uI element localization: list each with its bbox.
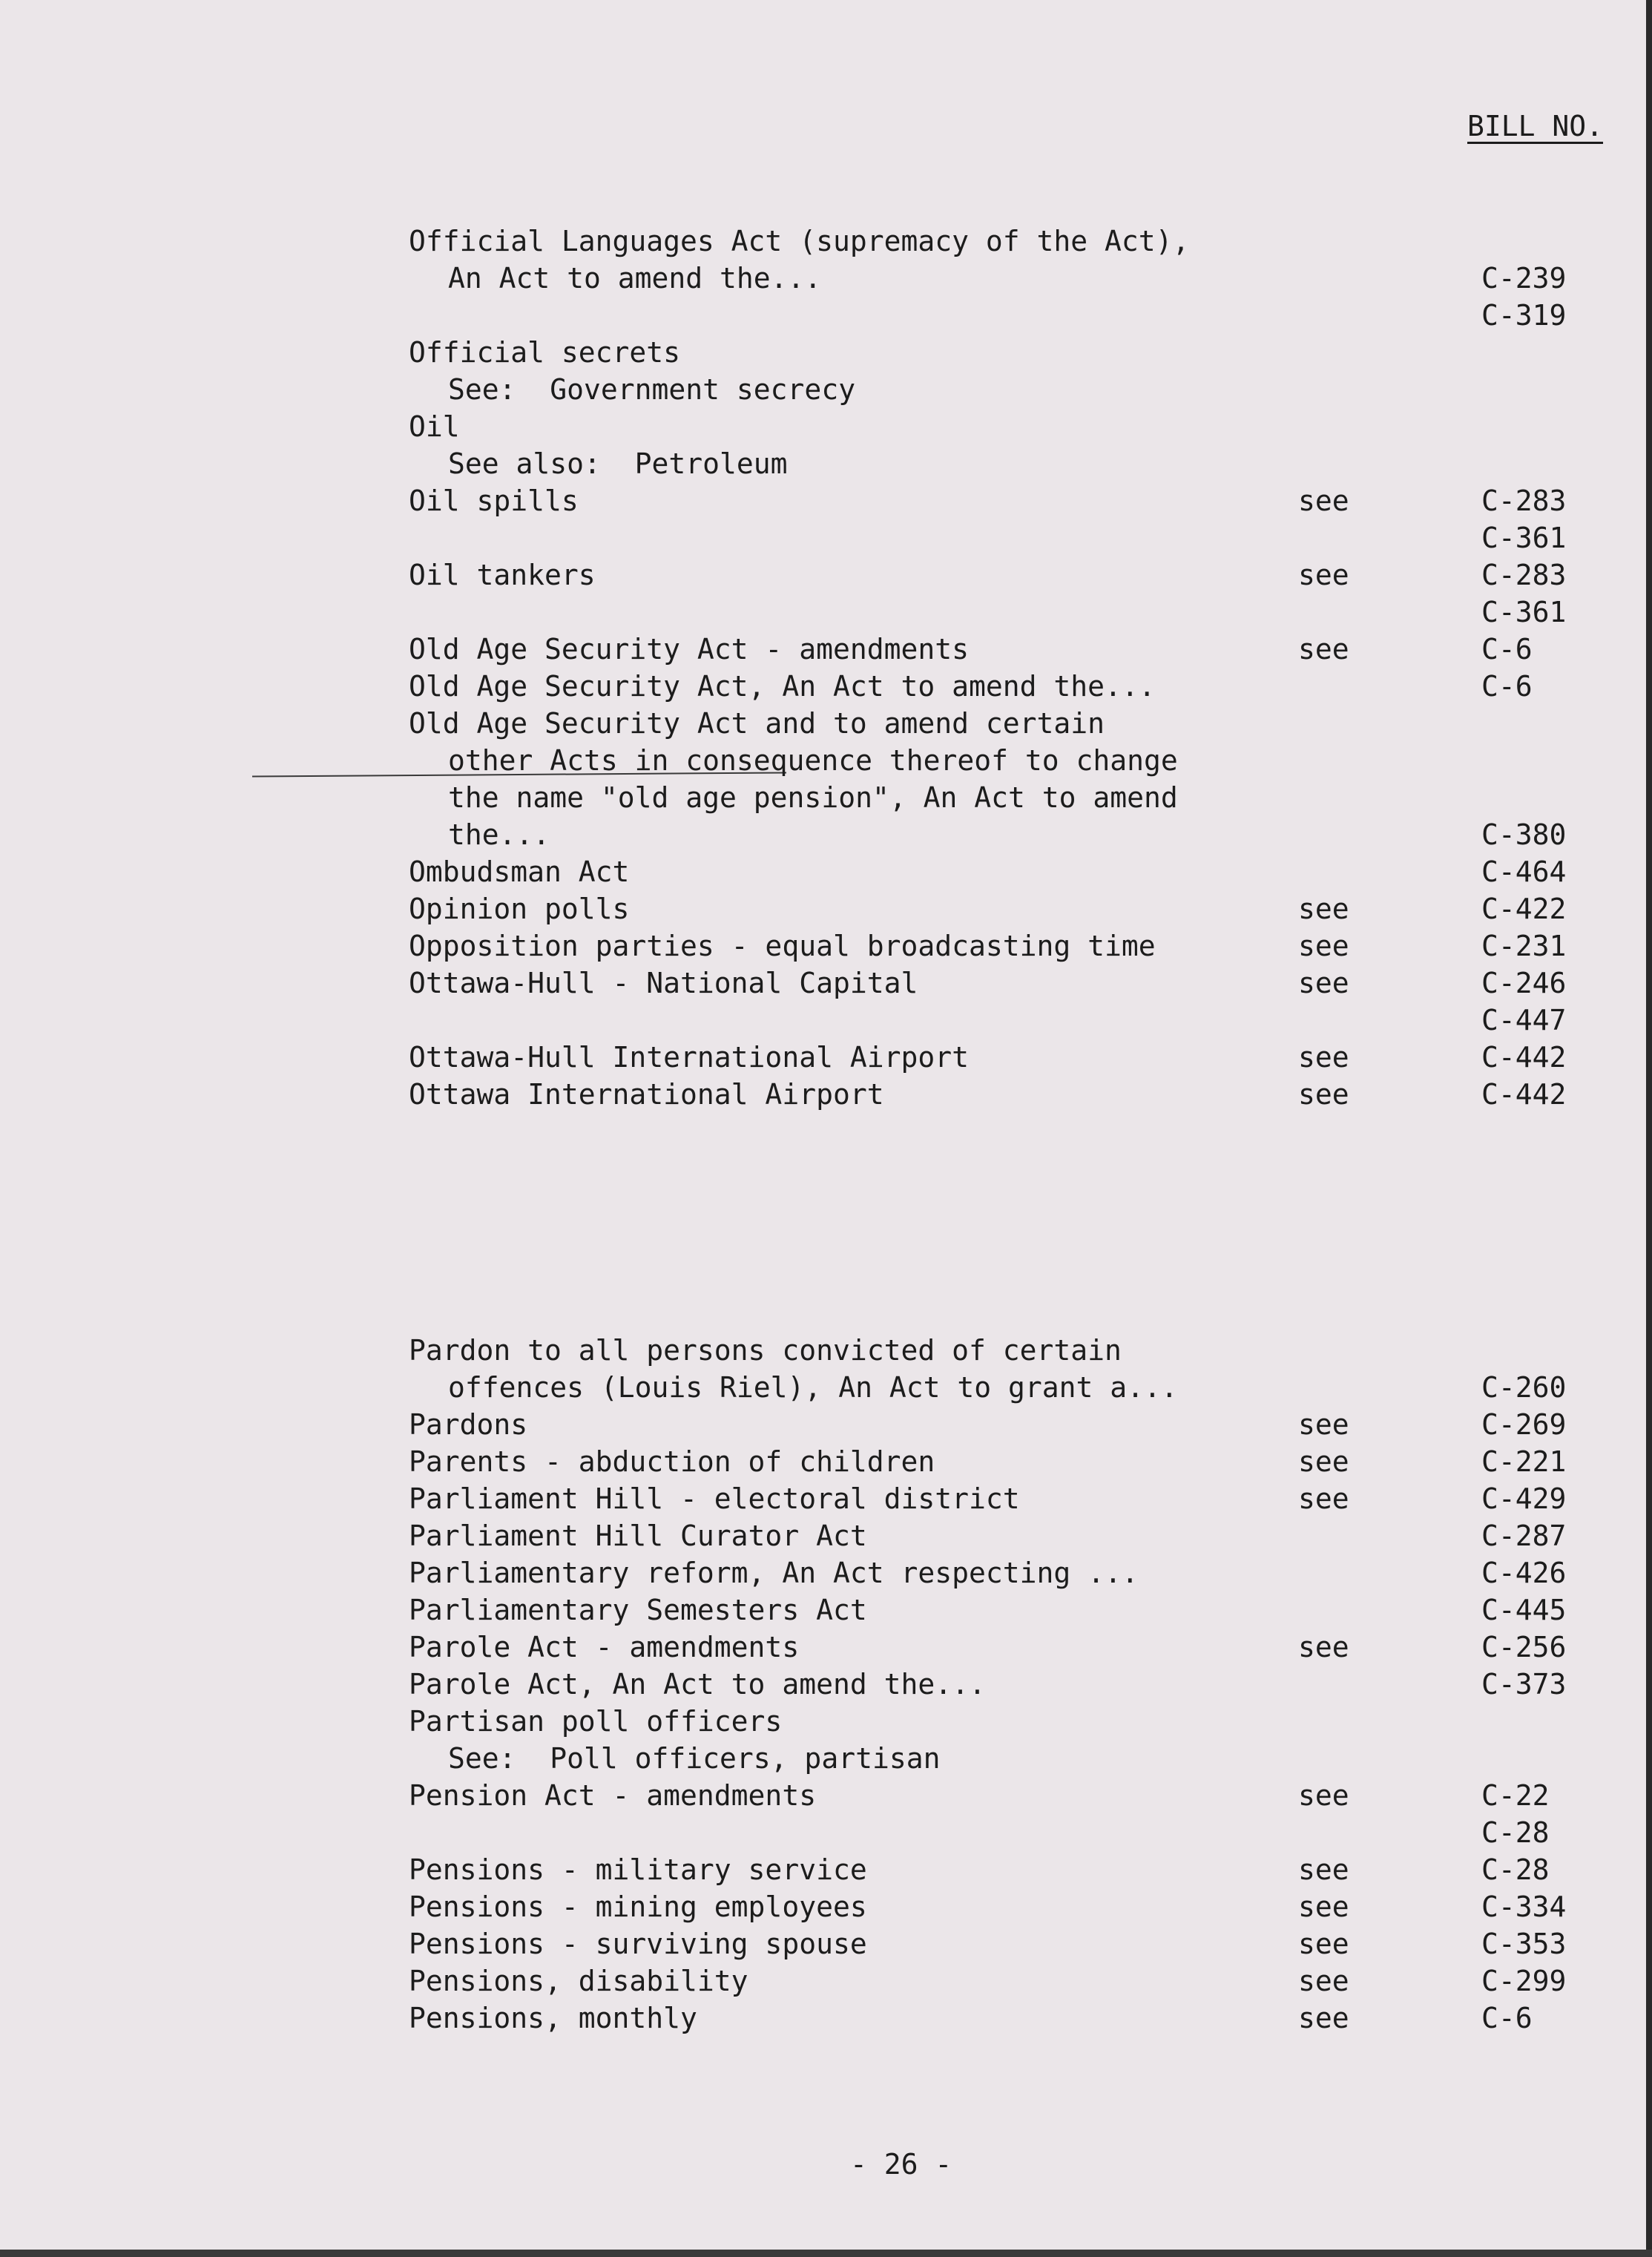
entry-see: see [1298, 1041, 1349, 1074]
entry-see: see [1298, 1408, 1349, 1441]
scan-edge [1646, 0, 1652, 2257]
index-entry [0, 631, 1652, 668]
entry-see: see [1298, 1890, 1349, 1923]
index-entry [0, 519, 1652, 556]
entry-subject: Parliament Hill Curator Act [409, 1520, 867, 1552]
entry-bill-number: C-6 [1481, 2002, 1533, 2034]
entry-subject: Official secrets [409, 336, 681, 369]
entry-subject: Pensions - military service [409, 1853, 867, 1886]
entry-bill-number: C-283 [1481, 484, 1567, 517]
index-entry [0, 1591, 1652, 1629]
entry-subject: other Acts in consequence thereof to change [448, 744, 1178, 777]
entry-see: see [1298, 1445, 1349, 1478]
entry-see: see [1298, 967, 1349, 999]
entry-subject: Parole Act - amendments [409, 1631, 800, 1663]
index-entry [0, 742, 1652, 779]
index-entry [0, 890, 1652, 927]
entry-subject: See also: Petroleum [448, 447, 788, 480]
entry-subject: Old Age Security Act and to amend certain [409, 707, 1105, 740]
entry-see: see [1298, 484, 1349, 517]
index-entry [0, 1962, 1652, 2000]
index-entry [0, 445, 1652, 482]
entry-bill-number: C-361 [1481, 596, 1567, 628]
entry-bill-number: C-422 [1481, 893, 1567, 925]
index-entry [0, 1039, 1652, 1076]
index-entry [0, 1740, 1652, 1777]
index-entry [0, 1076, 1652, 1113]
scan-bottom-edge [0, 2250, 1652, 2257]
entry-bill-number: C-319 [1481, 299, 1567, 332]
entry-see: see [1298, 1965, 1349, 1997]
index-entry [0, 1851, 1652, 1888]
index-entry [0, 1406, 1652, 1443]
index-entry [0, 1517, 1652, 1554]
entry-subject: Parliamentary reform, An Act respecting ... [409, 1557, 1139, 1589]
entry-subject: Official Languages Act (supremacy of the Act), [409, 225, 1190, 257]
entry-see: see [1298, 559, 1349, 591]
entry-bill-number: C-239 [1481, 262, 1567, 295]
entry-see: see [1298, 2002, 1349, 2034]
entry-bill-number: C-269 [1481, 1408, 1567, 1441]
index-entry [0, 334, 1652, 371]
entry-bill-number: C-464 [1481, 855, 1567, 888]
index-entry [0, 779, 1652, 816]
entry-bill-number: C-442 [1481, 1041, 1567, 1074]
entry-subject: An Act to amend the... [448, 262, 822, 295]
entry-subject: Pardons [409, 1408, 528, 1441]
entry-subject: Ottawa-Hull - National Capital [409, 967, 918, 999]
entry-see: see [1298, 1928, 1349, 1960]
index-entry [0, 2000, 1652, 2037]
entry-bill-number: C-442 [1481, 1078, 1567, 1111]
entry-bill-number: C-447 [1481, 1004, 1567, 1036]
entry-see: see [1298, 930, 1349, 962]
entry-subject: Ottawa International Airport [409, 1078, 884, 1111]
entry-bill-number: C-380 [1481, 818, 1567, 851]
index-entry [0, 1443, 1652, 1480]
entry-bill-number: C-260 [1481, 1371, 1567, 1404]
index-entry [0, 1925, 1652, 1962]
index-entry [0, 594, 1652, 631]
entry-bill-number: C-28 [1481, 1853, 1550, 1886]
entry-subject: Pardon to all persons convicted of certain [409, 1334, 1122, 1367]
index-entry [0, 260, 1652, 297]
index-entry [0, 1814, 1652, 1851]
index-entry [0, 1888, 1652, 1925]
entry-subject: Oil tankers [409, 559, 596, 591]
entry-subject: Ombudsman Act [409, 855, 630, 888]
entry-subject: See: Government secrecy [448, 373, 856, 406]
index-entry [0, 1332, 1652, 1369]
index-entry [0, 1554, 1652, 1591]
entry-see: see [1298, 1853, 1349, 1886]
entry-subject: Opposition parties - equal broadcasting time [409, 930, 1156, 962]
entry-subject: Opinion polls [409, 893, 630, 925]
entry-bill-number: C-334 [1481, 1890, 1567, 1923]
entry-subject: the name "old age pension", An Act to amend [448, 781, 1178, 814]
entry-bill-number: C-22 [1481, 1779, 1550, 1812]
entry-subject: Pension Act - amendments [409, 1779, 817, 1812]
bill-no-header: BILL NO. [1467, 110, 1604, 142]
entry-bill-number: C-231 [1481, 930, 1567, 962]
index-entry [0, 668, 1652, 705]
entry-subject: Pensions - mining employees [409, 1890, 867, 1923]
entry-subject: Old Age Security Act - amendments [409, 633, 969, 666]
entry-bill-number: C-445 [1481, 1594, 1567, 1626]
entry-subject: Pensions, disability [409, 1965, 748, 1997]
index-entry [0, 297, 1652, 334]
entry-subject: Oil spills [409, 484, 579, 517]
entry-subject: Parole Act, An Act to amend the... [409, 1668, 986, 1701]
entry-see: see [1298, 1631, 1349, 1663]
entry-bill-number: C-28 [1481, 1816, 1550, 1849]
entry-bill-number: C-256 [1481, 1631, 1567, 1663]
entry-subject: Ottawa-Hull International Airport [409, 1041, 969, 1074]
index-entry [0, 1369, 1652, 1406]
entry-bill-number: C-287 [1481, 1520, 1567, 1552]
entry-bill-number: C-6 [1481, 670, 1533, 703]
page-number: - 26 - [850, 2148, 952, 2181]
entry-bill-number: C-353 [1481, 1928, 1567, 1960]
entry-subject: the... [448, 818, 550, 851]
entry-subject: Partisan poll officers [409, 1705, 783, 1738]
entry-bill-number: C-373 [1481, 1668, 1567, 1701]
index-entry [0, 556, 1652, 594]
index-entry [0, 816, 1652, 853]
index-entry [0, 1777, 1652, 1814]
index-entry [0, 1703, 1652, 1740]
entry-bill-number: C-429 [1481, 1482, 1567, 1515]
index-entry [0, 1666, 1652, 1703]
entry-see: see [1298, 1078, 1349, 1111]
entry-subject: Parliamentary Semesters Act [409, 1594, 867, 1626]
index-entry [0, 223, 1652, 260]
entry-subject: Parliament Hill - electoral district [409, 1482, 1020, 1515]
entry-bill-number: C-221 [1481, 1445, 1567, 1478]
index-entry [0, 1002, 1652, 1039]
index-entry [0, 705, 1652, 742]
entry-subject: See: Poll officers, partisan [448, 1742, 941, 1775]
entry-subject: Parents - abduction of children [409, 1445, 935, 1478]
entry-subject: Oil [409, 410, 460, 443]
entry-bill-number: C-299 [1481, 1965, 1567, 1997]
index-entry [0, 371, 1652, 408]
index-entry [0, 927, 1652, 965]
entry-bill-number: C-246 [1481, 967, 1567, 999]
entry-see: see [1298, 893, 1349, 925]
entry-subject: Pensions, monthly [409, 2002, 697, 2034]
entry-see: see [1298, 1482, 1349, 1515]
entry-subject: offences (Louis Riel), An Act to grant a... [448, 1371, 1178, 1404]
entry-subject: Old Age Security Act, An Act to amend the... [409, 670, 1156, 703]
index-entry [0, 853, 1652, 890]
entry-subject: Pensions - surviving spouse [409, 1928, 867, 1960]
index-entry [0, 1480, 1652, 1517]
entry-bill-number: C-426 [1481, 1557, 1567, 1589]
index-entry [0, 1629, 1652, 1666]
index-entry [0, 482, 1652, 519]
entry-bill-number: C-361 [1481, 522, 1567, 554]
entry-see: see [1298, 633, 1349, 666]
index-entry [0, 965, 1652, 1002]
index-entry [0, 408, 1652, 445]
entry-bill-number: C-6 [1481, 633, 1533, 666]
entry-bill-number: C-283 [1481, 559, 1567, 591]
entry-see: see [1298, 1779, 1349, 1812]
